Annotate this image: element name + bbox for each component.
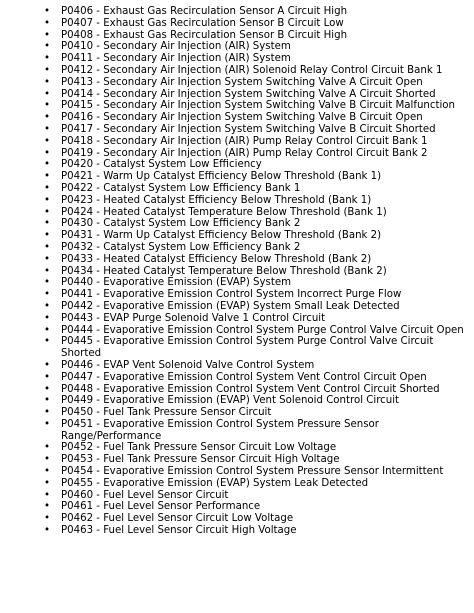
list-item: • P0413 - Secondary Air Injection System Switching Valve A Circuit Open (0, 77, 474, 89)
list-item: • P0407 - Exhaust Gas Recirculation Sensor B Circuit Low (0, 18, 474, 30)
list-item: • P0446 - EVAP Vent Solenoid Valve Control System (0, 360, 474, 372)
list-item: • P0433 - Heated Catalyst Efficiency Below Threshold (Bank 2) (0, 254, 474, 266)
list-item: • P0454 - Evaporative Emission Control System Pressure Sensor Intermittent (0, 466, 474, 478)
list-item: • P0449 - Evaporative Emission (EVAP) Vent Solenoid Control Circuit (0, 395, 474, 407)
list-item: • P0406 - Exhaust Gas Recirculation Sensor A Circuit High (0, 6, 474, 18)
list-item: • P0434 - Heated Catalyst Temperature Below Threshold (Bank 2) (0, 266, 474, 278)
list-item: • P0421 - Warm Up Catalyst Efficiency Below Threshold (Bank 1) (0, 171, 474, 183)
list-item: • P0411 - Secondary Air Injection (AIR) System (0, 53, 474, 65)
list-item: • P0453 - Fuel Tank Pressure Sensor Circuit High Voltage (0, 454, 474, 466)
list-item: • P0452 - Fuel Tank Pressure Sensor Circuit Low Voltage (0, 442, 474, 454)
list-item: • P0440 - Evaporative Emission (EVAP) System (0, 277, 474, 289)
list-item: • P0423 - Heated Catalyst Efficiency Below Threshold (Bank 1) (0, 195, 474, 207)
list-item: • P0461 - Fuel Level Sensor Performance (0, 501, 474, 513)
list-item: • P0450 - Fuel Tank Pressure Sensor Circuit (0, 407, 474, 419)
list-item: • P0408 - Exhaust Gas Recirculation Sensor B Circuit High (0, 30, 474, 42)
list-item: • P0441 - Evaporative Emission Control System Incorrect Purge Flow (0, 289, 474, 301)
list-item: • P0412 - Secondary Air Injection (AIR) Solenoid Relay Control Circuit Bank 1 (0, 65, 474, 77)
list-item: • P0422 - Catalyst System Low Efficiency Bank 1 (0, 183, 474, 195)
list-item: • P0442 - Evaporative Emission (EVAP) System Small Leak Detected (0, 301, 474, 313)
list-item: • P0431 - Warm Up Catalyst Efficiency Below Threshold (Bank 2) (0, 230, 474, 242)
list-item: • P0418 - Secondary Air Injection (AIR) Pump Relay Control Circuit Bank 1 (0, 136, 474, 148)
list-item: • P0414 - Secondary Air Injection System Switching Valve A Circuit Shorted (0, 89, 474, 101)
list-item: • P0410 - Secondary Air Injection (AIR) System (0, 41, 474, 53)
list-item: • P0455 - Evaporative Emission (EVAP) System Leak Detected (0, 478, 474, 490)
list-item: • P0424 - Heated Catalyst Temperature Below Threshold (Bank 1) (0, 207, 474, 219)
list-item: • P0430 - Catalyst System Low Efficiency Bank 2 (0, 218, 474, 230)
list-item: • P0432 - Catalyst System Low Efficiency Bank 2 (0, 242, 474, 254)
list-item: • P0463 - Fuel Level Sensor Circuit High Voltage (0, 525, 474, 537)
list-item: • P0443 - EVAP Purge Solenoid Valve 1 Control Circuit (0, 313, 474, 325)
list-item: • P0460 - Fuel Level Sensor Circuit (0, 490, 474, 502)
list-item: • P0462 - Fuel Level Sensor Circuit Low Voltage (0, 513, 474, 525)
list-item: • P0447 - Evaporative Emission Control System Vent Control Circuit Open (0, 372, 474, 384)
list-item: • P0451 - Evaporative Emission Control System Pressure Sensor Range/Performance (0, 419, 474, 443)
list-item: • P0415 - Secondary Air Injection System Switching Valve B Circuit Malfunction (0, 100, 474, 112)
list-item: • P0448 - Evaporative Emission Control System Vent Control Circuit Shorted (0, 384, 474, 396)
list-item: • P0420 - Catalyst System Low Efficiency (0, 159, 474, 171)
list-item: • P0419 - Secondary Air Injection (AIR) Pump Relay Control Circuit Bank 2 (0, 148, 474, 160)
list-item: • P0416 - Secondary Air Injection System Switching Valve B Circuit Open (0, 112, 474, 124)
list-item: • P0417 - Secondary Air Injection System Switching Valve B Circuit Shorted (0, 124, 474, 136)
list-item: • P0445 - Evaporative Emission Control System Purge Control Valve Circuit Shorted (0, 336, 474, 360)
list-item: • P0444 - Evaporative Emission Control System Purge Control Valve Circuit Open (0, 325, 474, 337)
